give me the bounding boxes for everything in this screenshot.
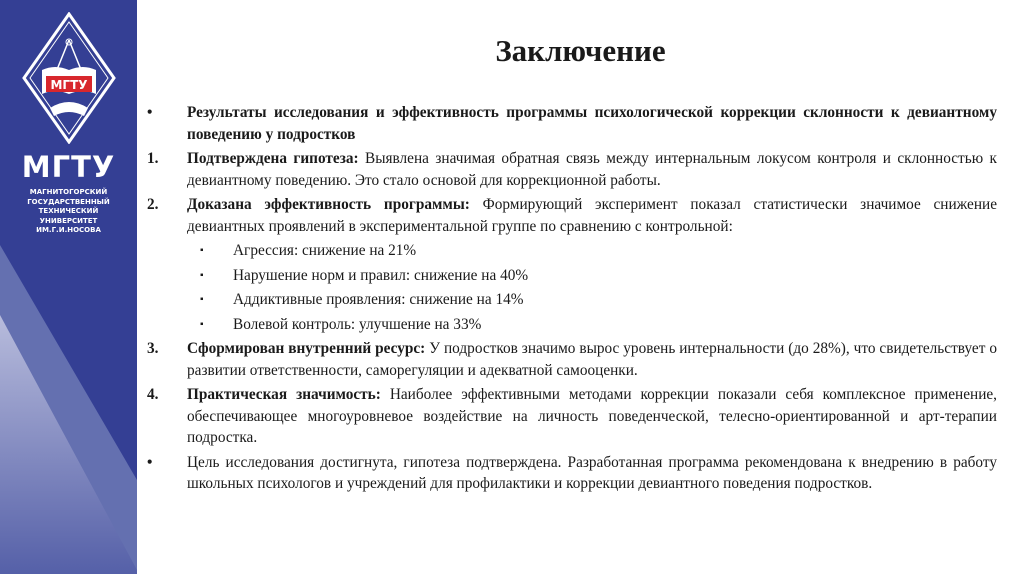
brand-line: УНИВЕРСИТЕТ (39, 216, 98, 225)
item-number: 4. (147, 386, 159, 403)
sub-item (147, 240, 997, 262)
item-heading: Результаты исследования и эффективность программы психологической коррекции склонности к девиантному поведению у подростков (187, 104, 997, 143)
brand-line: ГОСУДАРСТВЕННЫЙ (27, 197, 110, 206)
brand-line: ИМ.Г.И.НОСОВА (36, 226, 101, 234)
item-heading: Доказана эффективность программы: (187, 196, 470, 213)
sub-item (147, 314, 997, 336)
square-bullet: ▪ (200, 245, 204, 256)
list-item (147, 452, 997, 495)
sub-item (147, 289, 997, 311)
item-number: 3. (147, 340, 159, 357)
list-item (147, 102, 997, 145)
sub-item-text: Аддиктивные проявления: снижение на 14% (233, 291, 524, 308)
square-bullet: ▪ (200, 294, 204, 305)
university-logo (22, 12, 116, 144)
list-item (147, 148, 997, 191)
item-heading: Практическая значимость: (187, 386, 381, 403)
list-item (147, 384, 997, 449)
brand-line: МАГНИТОГОРСКИЙ (29, 188, 108, 196)
sub-item (147, 265, 997, 287)
bullet: • (147, 453, 153, 471)
square-bullet: ▪ (200, 269, 204, 281)
item-number: 1. (147, 150, 159, 167)
sub-item-text: Волевой контроль: улучшение на 33% (233, 315, 482, 333)
brand-name: МГТУ (21, 150, 116, 184)
square-bullet: ▪ (200, 318, 204, 330)
slide-title: Заключение (495, 33, 666, 68)
sub-item-text: Нарушение норм и правил: снижение на 40% (233, 266, 529, 284)
item-text: У подростков значимо вырос уровень интернальности (до 28%), что свидетельствует о развитии ответственности, саморегуляции и адекватной самооценки. (187, 340, 997, 379)
brand-full-name (0, 188, 137, 236)
item-text: Формирующий эксперимент показал статистически значимое снижение девиантных проявлений в экспериментальной группе по сравнению с контрольной: (187, 196, 997, 235)
slide-content (147, 102, 997, 498)
sub-item-text: Агрессия: снижение на 21% (233, 242, 417, 259)
list-item (147, 338, 997, 381)
logo-text: МГТУ (50, 78, 88, 92)
item-heading: Подтверждена гипотеза: (187, 150, 359, 167)
item-heading: Сформирован внутренний ресурс: (187, 340, 426, 357)
sidebar-banner (0, 0, 137, 574)
item-number: 2. (147, 196, 159, 213)
item-text: Цель исследования достигнута, гипотеза подтверждена. Разработанная программа рекомендована к внедрению в работу школьных психологов и учреждений для профилактики и коррекции девиантного поведения подростков. (187, 453, 997, 492)
list-item (147, 194, 997, 237)
brand-line: ТЕХНИЧЕСКИЙ (38, 207, 99, 215)
item-text: Выявлена значимая обратная связь между интернальным локусом контроля и склонностью к девиантному поведению. Это стало основой для коррекционной работы. (187, 150, 997, 189)
item-text: Наиболее эффективными методами коррекции показали себя комплексное применение, обеспечивающее многоуровневое воздействие на личность поведенческой, телесно-ориентированной и арт-терапии подростка. (187, 386, 997, 446)
bullet: • (147, 104, 153, 121)
